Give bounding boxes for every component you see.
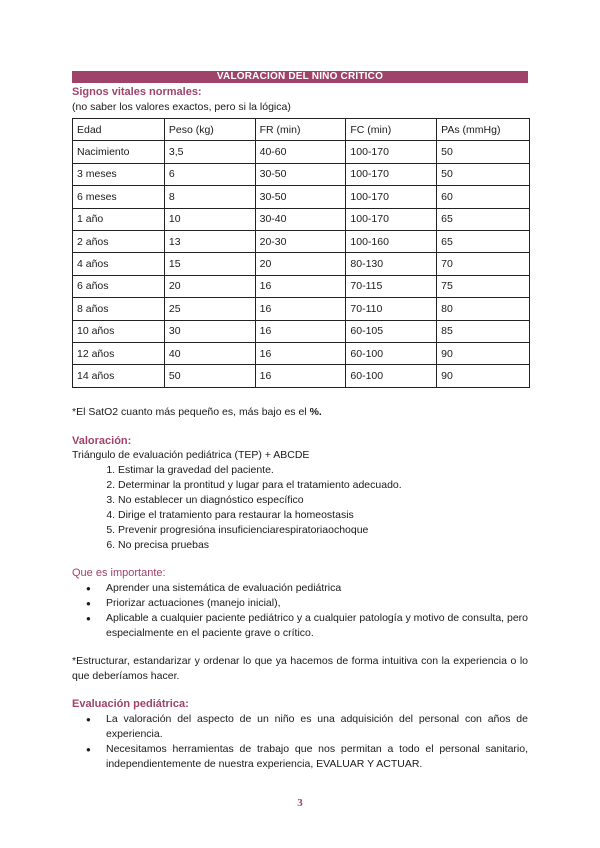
table-cell: 20 bbox=[255, 253, 346, 275]
step-item: 5. Prevenir progresióna insuficienciarespiratoriaochoque bbox=[118, 523, 528, 538]
table-cell: 16 bbox=[255, 342, 346, 364]
valoracion-heading: Valoración: bbox=[72, 435, 132, 447]
table-cell: 50 bbox=[437, 141, 530, 163]
table-cell: 80-130 bbox=[346, 253, 437, 275]
table-row bbox=[73, 230, 530, 252]
table-cell: Peso (kg) bbox=[164, 119, 255, 141]
table-cell: 100-170 bbox=[346, 163, 437, 185]
table-cell: 16 bbox=[255, 298, 346, 320]
table-cell: 90 bbox=[437, 342, 530, 364]
step-item: 1. Estimar la gravedad del paciente. bbox=[118, 463, 528, 478]
table-cell: 40-60 bbox=[255, 141, 346, 163]
table-cell: 14 años bbox=[73, 365, 165, 387]
table-row bbox=[73, 320, 530, 342]
table-cell: 70 bbox=[437, 253, 530, 275]
table-cell: 6 meses bbox=[73, 186, 165, 208]
table-row bbox=[73, 163, 530, 185]
bullet-item: ● Aprender una sistemática de evaluación pediátrica bbox=[106, 581, 528, 596]
table-cell: FC (min) bbox=[346, 119, 437, 141]
table-cell: 100-170 bbox=[346, 141, 437, 163]
table-cell: 20-30 bbox=[255, 230, 346, 252]
valoracion-intro: Triángulo de evaluación pediátrica (TEP) + ABCDE bbox=[72, 449, 310, 461]
page-title: VALORACIÓN DEL NIÑO CRÍTICO bbox=[72, 71, 528, 83]
table-cell: 12 años bbox=[73, 342, 165, 364]
bullet-item: ● Necesitamos herramientas de trabajo que nos permitan a todo el personal sanitario, independientemente de nuestra experiencia, EVALUAR Y ACTUAR. bbox=[106, 742, 528, 772]
table-cell: 60-105 bbox=[346, 320, 437, 342]
table-cell: 6 bbox=[164, 163, 255, 185]
table-cell: 25 bbox=[164, 298, 255, 320]
page-number: 3 bbox=[297, 797, 303, 809]
vitals-table bbox=[72, 118, 530, 388]
table-row bbox=[73, 186, 530, 208]
vitals-note: (no saber los valores exactos, pero si la lógica) bbox=[72, 101, 291, 113]
table-cell: 20 bbox=[164, 275, 255, 297]
table-cell: 4 años bbox=[73, 253, 165, 275]
table-cell: 100-170 bbox=[346, 186, 437, 208]
table-cell: 50 bbox=[164, 365, 255, 387]
table-row bbox=[73, 365, 530, 387]
table-row bbox=[73, 275, 530, 297]
table-cell: Nacimiento bbox=[73, 141, 165, 163]
evaluacion-list bbox=[72, 712, 528, 772]
table-cell: 8 años bbox=[73, 298, 165, 320]
table-row bbox=[73, 208, 530, 230]
table-row bbox=[73, 141, 530, 163]
step-item: 4. Dirige el tratamiento para restaurar la homeostasis bbox=[118, 508, 528, 523]
table-cell: 60-100 bbox=[346, 365, 437, 387]
table-cell: 75 bbox=[437, 275, 530, 297]
bullet-item: ● Priorizar actuaciones (manejo inicial), bbox=[106, 596, 528, 611]
table-cell: 50 bbox=[437, 163, 530, 185]
step-item: 2. Determinar la prontitud y lugar para el tratamiento adecuado. bbox=[118, 478, 528, 493]
table-cell: 16 bbox=[255, 320, 346, 342]
table-cell: 80 bbox=[437, 298, 530, 320]
table-cell: 30-50 bbox=[255, 186, 346, 208]
table-cell: 70-115 bbox=[346, 275, 437, 297]
table-cell: 85 bbox=[437, 320, 530, 342]
table-cell: 65 bbox=[437, 208, 530, 230]
table-cell: 10 bbox=[164, 208, 255, 230]
table-cell: 10 años bbox=[73, 320, 165, 342]
table-cell: 30 bbox=[164, 320, 255, 342]
table-cell: 16 bbox=[255, 365, 346, 387]
table-cell: PAs (mmHg) bbox=[437, 119, 530, 141]
vitals-footnote: *El SatO2 cuanto más pequeño es, más bajo es el %. bbox=[72, 406, 322, 418]
table-cell: 100-160 bbox=[346, 230, 437, 252]
evaluacion-heading: Evaluación pediátrica: bbox=[72, 698, 189, 710]
table-cell: 3 meses bbox=[73, 163, 165, 185]
bullet-item: ● La valoración del aspecto de un niño es una adquisición del personal con años de experiencia. bbox=[106, 712, 528, 742]
valoracion-steps bbox=[72, 463, 528, 553]
importante-list bbox=[72, 581, 528, 641]
step-item: 6. No precisa pruebas bbox=[118, 538, 528, 553]
table-cell: 30-40 bbox=[255, 208, 346, 230]
table-cell: 90 bbox=[437, 365, 530, 387]
vitals-heading: Signos vitales normales: bbox=[72, 86, 202, 98]
table-header-row bbox=[73, 119, 530, 141]
table-cell: 60-100 bbox=[346, 342, 437, 364]
table-cell: 13 bbox=[164, 230, 255, 252]
table-cell: 60 bbox=[437, 186, 530, 208]
table-cell: 3,5 bbox=[164, 141, 255, 163]
table-cell: 15 bbox=[164, 253, 255, 275]
bullet-item: ● Aplicable a cualquier paciente pediátrico y a cualquier patología y motivo de consulta, pero especialmente en el paciente grave o crítico. bbox=[106, 611, 528, 641]
table-cell: 6 años bbox=[73, 275, 165, 297]
table-cell: 1 año bbox=[73, 208, 165, 230]
table-cell: FR (min) bbox=[255, 119, 346, 141]
table-cell: 16 bbox=[255, 275, 346, 297]
table-cell: 65 bbox=[437, 230, 530, 252]
table-cell: 70-110 bbox=[346, 298, 437, 320]
table-cell: 8 bbox=[164, 186, 255, 208]
step-item: 3. No establecer un diagnóstico específico bbox=[118, 493, 528, 508]
table-cell: 40 bbox=[164, 342, 255, 364]
table-cell: 30-50 bbox=[255, 163, 346, 185]
table-row bbox=[73, 342, 530, 364]
table-cell: 2 años bbox=[73, 230, 165, 252]
table-row bbox=[73, 298, 530, 320]
table-cell: Edad bbox=[73, 119, 165, 141]
table-cell: 100-170 bbox=[346, 208, 437, 230]
table-row bbox=[73, 253, 530, 275]
importante-note: *Estructurar, estandarizar y ordenar lo que ya hacemos de forma intuitiva con la experiencia o lo que deberíamos hacer. bbox=[72, 655, 528, 682]
importante-heading: Que es importante: bbox=[72, 567, 166, 579]
